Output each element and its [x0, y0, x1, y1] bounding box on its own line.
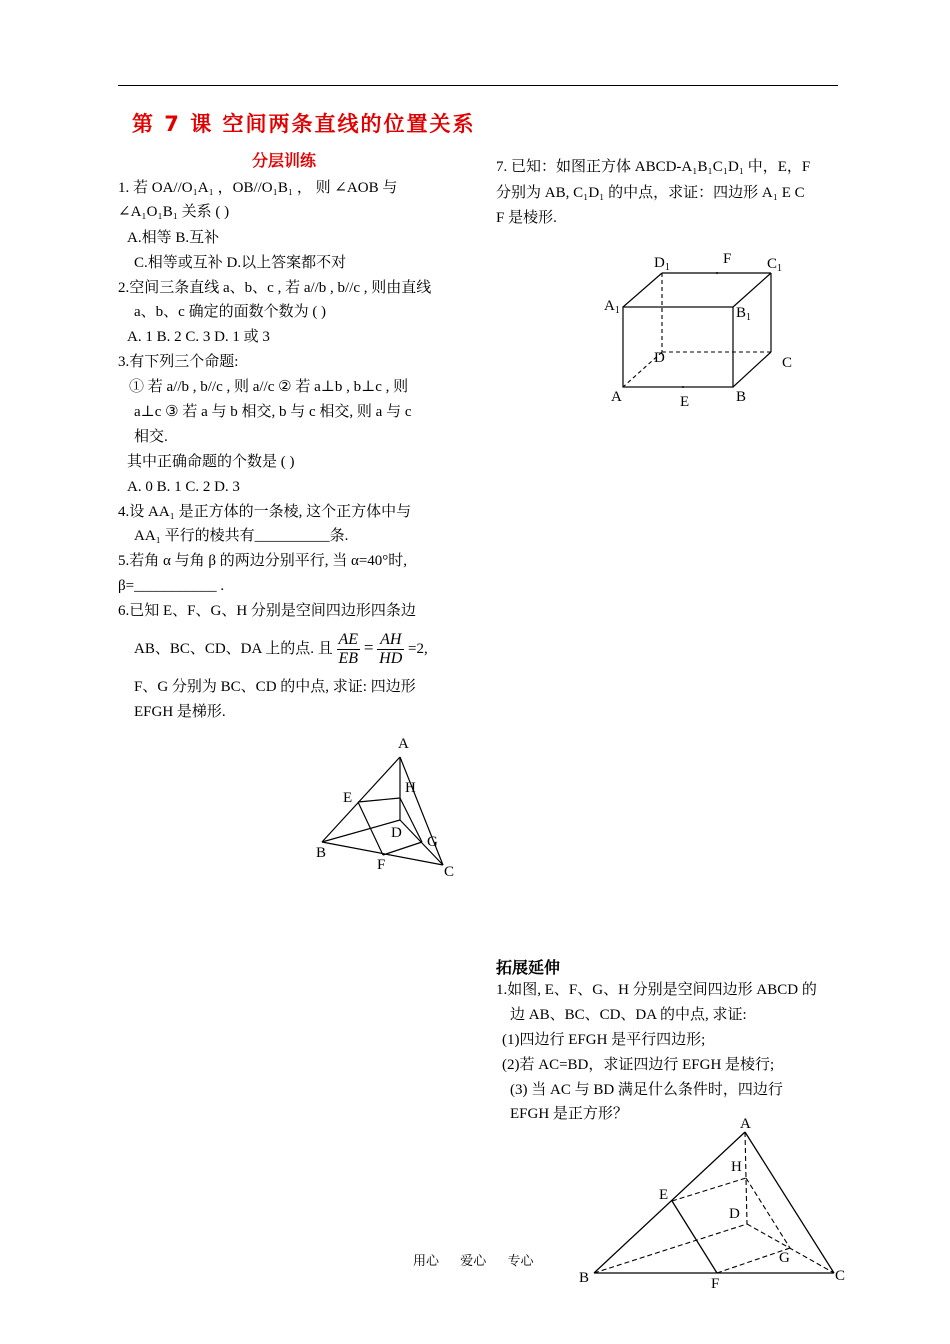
q6-ratio-value: =2, [408, 641, 428, 657]
q1-options2: C.相等或互补 D.以上答案都不对 [134, 255, 347, 271]
q6-line2-text: AB、BC、CD、DA 上的点. 且 [134, 641, 333, 657]
label-A-large: A [740, 1116, 751, 1132]
q7-line3: F 是棱形. [496, 210, 557, 226]
q3-options: A. 0 B. 1 C. 2 D. 3 [127, 479, 240, 495]
q6-line4: EFGH 是梯形. [134, 704, 226, 720]
frac2-denominator: HD [379, 650, 403, 668]
label-D-large: D [729, 1206, 740, 1222]
q3-line3: a⊥c ③ 若 a 与 b 相交, b 与 c 相交, 则 a 与 c [134, 404, 412, 420]
e1-line3: (1)四边行 EFGH 是平行四边形; [502, 1032, 706, 1048]
label-D1: $D_1$ [654, 255, 670, 273]
q4-line1: 4.设 AA₁ 是正方体的一条棱, 这个正方体中与 [118, 504, 412, 520]
label-G-large: G [779, 1250, 790, 1266]
fraction-ah-hd [377, 631, 404, 668]
e1-line5: (3) 当 AC 与 BD 满足什么条件时，四边行 [510, 1082, 783, 1098]
q7-line1: 7. 已知：如图正方体 ABCD-A₁B₁C₁D₁ 中，E，F [496, 159, 811, 175]
label-F-large: F [711, 1276, 720, 1292]
page-footer: 用心 爱心 专心 [413, 1253, 534, 1268]
q2-line2: a、b、c 确定的面数个数为 ( ) [134, 304, 327, 320]
e1-line1: 1.如图, E、F、G、H 分别是空间四边形 ABCD 的 [496, 982, 817, 998]
label-B-large: B [579, 1270, 590, 1286]
q2-line1: 2.空间三条直线 a、b、c , 若 a//b , b//c , 则由直线 [118, 280, 432, 296]
extension-title: 拓展延伸 [496, 958, 561, 977]
figure-cube [600, 245, 810, 415]
q4-line2: AA₁ 平行的棱共有__________条. [134, 528, 349, 544]
label-B1: $B_1$ [736, 305, 752, 323]
q2-options: A. 1 B. 2 C. 3 D. 1 或 3 [127, 329, 270, 345]
e1-line4: (2)若 AC=BD，求证四边行 EFGH 是棱行; [502, 1057, 775, 1073]
q3-line1: 3.有下列三个命题: [118, 354, 239, 370]
label-B-cube: B [736, 389, 747, 405]
q5-line1: 5.若角 α 与角 β 的两边分别平行, 当 α=40°时, [118, 553, 408, 569]
equals-sign: = [363, 638, 374, 657]
q7-line2: 分别为 AB, C₁D₁ 的中点，求证：四边形 A₁ E C [496, 185, 805, 201]
label-H: H [405, 780, 416, 796]
label-F: F [377, 857, 386, 873]
label-D-cube: D [654, 350, 665, 366]
q6-line2 [134, 625, 428, 672]
q3-line5: 其中正确命题的个数是 ( ) [127, 454, 295, 470]
label-G: G [427, 834, 438, 850]
label-E-large: E [659, 1187, 669, 1203]
label-B: B [316, 845, 327, 861]
q5-line2: β=___________ . [118, 578, 225, 594]
q3-line2: ① 若 a//b , b//c , 则 a//c ② 若 a⊥b , b⊥c , 则 [129, 379, 409, 395]
q1-line2: ∠A₁O₁B₁ 关系 ( ) [118, 204, 230, 220]
e1-line2: 边 AB、BC、CD、DA 的中点, 求证: [510, 1007, 747, 1023]
q6-line3: F、G 分别为 BC、CD 的中点, 求证: 四边形 [134, 679, 416, 695]
figure-space-quadrilateral [300, 730, 480, 890]
fraction-ae-eb [337, 631, 361, 668]
label-A-cube: A [611, 389, 622, 405]
frac1-denominator: EB [338, 650, 359, 668]
label-A: A [398, 736, 409, 752]
frac1-numerator: AE [338, 631, 359, 649]
label-A1: $A_1$ [604, 298, 620, 316]
label-C: C [444, 864, 455, 880]
q6-line1: 6.已知 E、F、G、H 分别是空间四边形四条边 [118, 603, 416, 619]
q1-options1: A.相等 B.互补 [127, 230, 220, 246]
page-title: 第 7 课 空间两条直线的位置关系 [132, 112, 476, 136]
e1-line6: EFGH 是正方形？ [510, 1106, 628, 1122]
header-rule [118, 85, 838, 86]
label-H-large: H [731, 1159, 742, 1175]
figure-space-quadrilateral-large [570, 1110, 860, 1295]
label-C-cube: C [782, 355, 793, 371]
label-E-cube: E [680, 394, 690, 410]
q1-line1: 1. 若 OA//O₁A₁ ，OB//O₁B₁ ， 则 ∠AOB 与 [118, 180, 398, 196]
label-C-large: C [835, 1268, 846, 1284]
label-F-cube: F [723, 251, 732, 267]
section-title: 分层训练 [252, 151, 317, 170]
label-C1: $C_1$ [767, 256, 783, 274]
label-D: D [391, 825, 402, 841]
frac2-numerator: AH [377, 631, 404, 650]
label-E: E [343, 790, 353, 806]
q3-line4: 相交. [134, 429, 168, 445]
